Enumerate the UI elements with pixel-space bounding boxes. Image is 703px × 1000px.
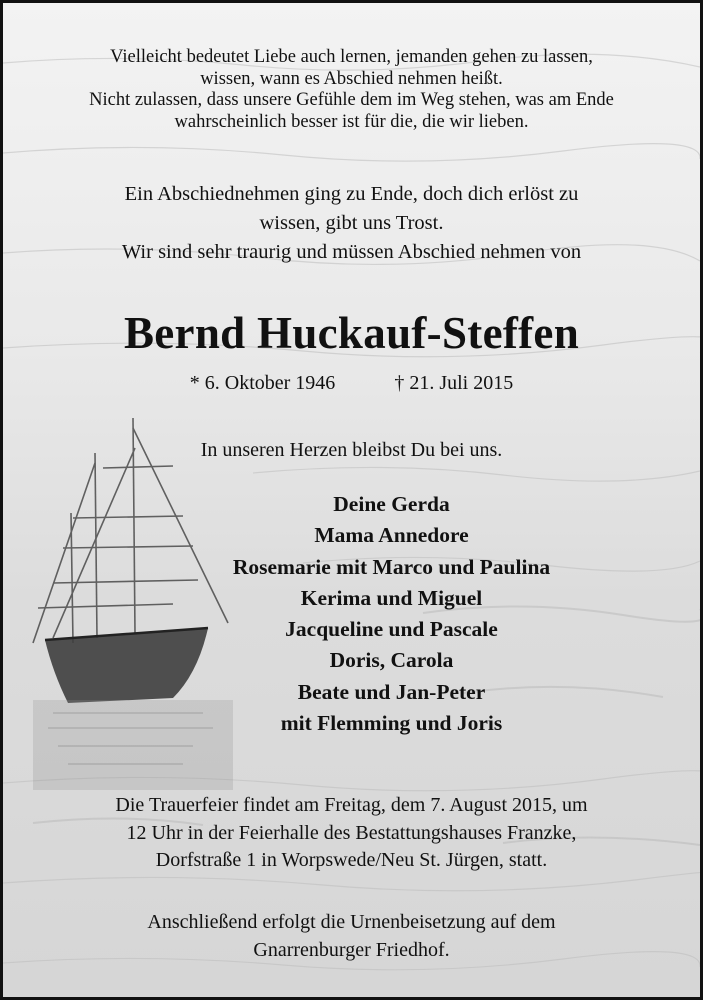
poem-line: Nicht zulassen, dass unsere Gefühle dem im Weg stehen, was am Ende bbox=[89, 90, 614, 110]
deceased-name: Bernd Huckauf-Steffen bbox=[123, 308, 580, 358]
mourner-entry: Deine Gerda bbox=[333, 492, 450, 516]
birth-date: * 6. Oktober 1946 bbox=[189, 372, 336, 394]
burial-line: Gnarrenburger Friedhof. bbox=[253, 938, 450, 961]
poem-line: Vielleicht bedeutet Liebe auch lernen, jemanden gehen zu lassen, bbox=[110, 47, 593, 67]
mourners-list bbox=[43, 489, 703, 739]
poem-line: wissen, wann es Abschied nehmen heißt. bbox=[200, 68, 503, 89]
intro-line: Wir sind sehr traurig und müssen Abschied nehmen von bbox=[121, 241, 582, 263]
funeral-details bbox=[3, 792, 700, 875]
intro-line: Ein Abschiednehmen ging zu Ende, doch dich erlöst zu bbox=[124, 183, 579, 205]
poem-line: wahrscheinlich besser ist für die, die wir lieben. bbox=[174, 111, 529, 132]
mourner-entry: Mama Annedore bbox=[314, 523, 469, 548]
funeral-line: 12 Uhr in der Feierhalle des Bestattungshauses Franzke, bbox=[126, 821, 577, 844]
mourner-entry: mit Flemming und Joris bbox=[280, 711, 503, 736]
death-date: † 21. Juli 2015 bbox=[394, 372, 514, 394]
intro-line: wissen, gibt uns Trost. bbox=[259, 212, 444, 234]
mourner-entry: Jacqueline und Pascale bbox=[285, 617, 498, 642]
mourner-entry: Beate und Jan-Peter bbox=[297, 679, 486, 704]
funeral-line: Dorfstraße 1 in Worpswede/Neu St. Jürgen, statt. bbox=[155, 849, 548, 871]
burial-details bbox=[3, 909, 700, 964]
funeral-line: Die Trauerfeier findet am Freitag, dem 7. August 2015, um bbox=[115, 794, 588, 816]
tribute-line: In unseren Herzen bleibst Du bei uns. bbox=[200, 439, 503, 461]
mourner-entry: Doris, Carola bbox=[329, 648, 454, 673]
burial-line: Anschließend erfolgt die Urnenbeisetzung auf dem bbox=[147, 911, 556, 933]
poem-text bbox=[3, 47, 700, 133]
intro-text bbox=[3, 180, 700, 267]
mourner-entry: Kerima und Miguel bbox=[300, 585, 483, 610]
mourner-entry: Rosemarie mit Marco und Paulina bbox=[232, 554, 551, 579]
life-dates bbox=[3, 370, 700, 396]
